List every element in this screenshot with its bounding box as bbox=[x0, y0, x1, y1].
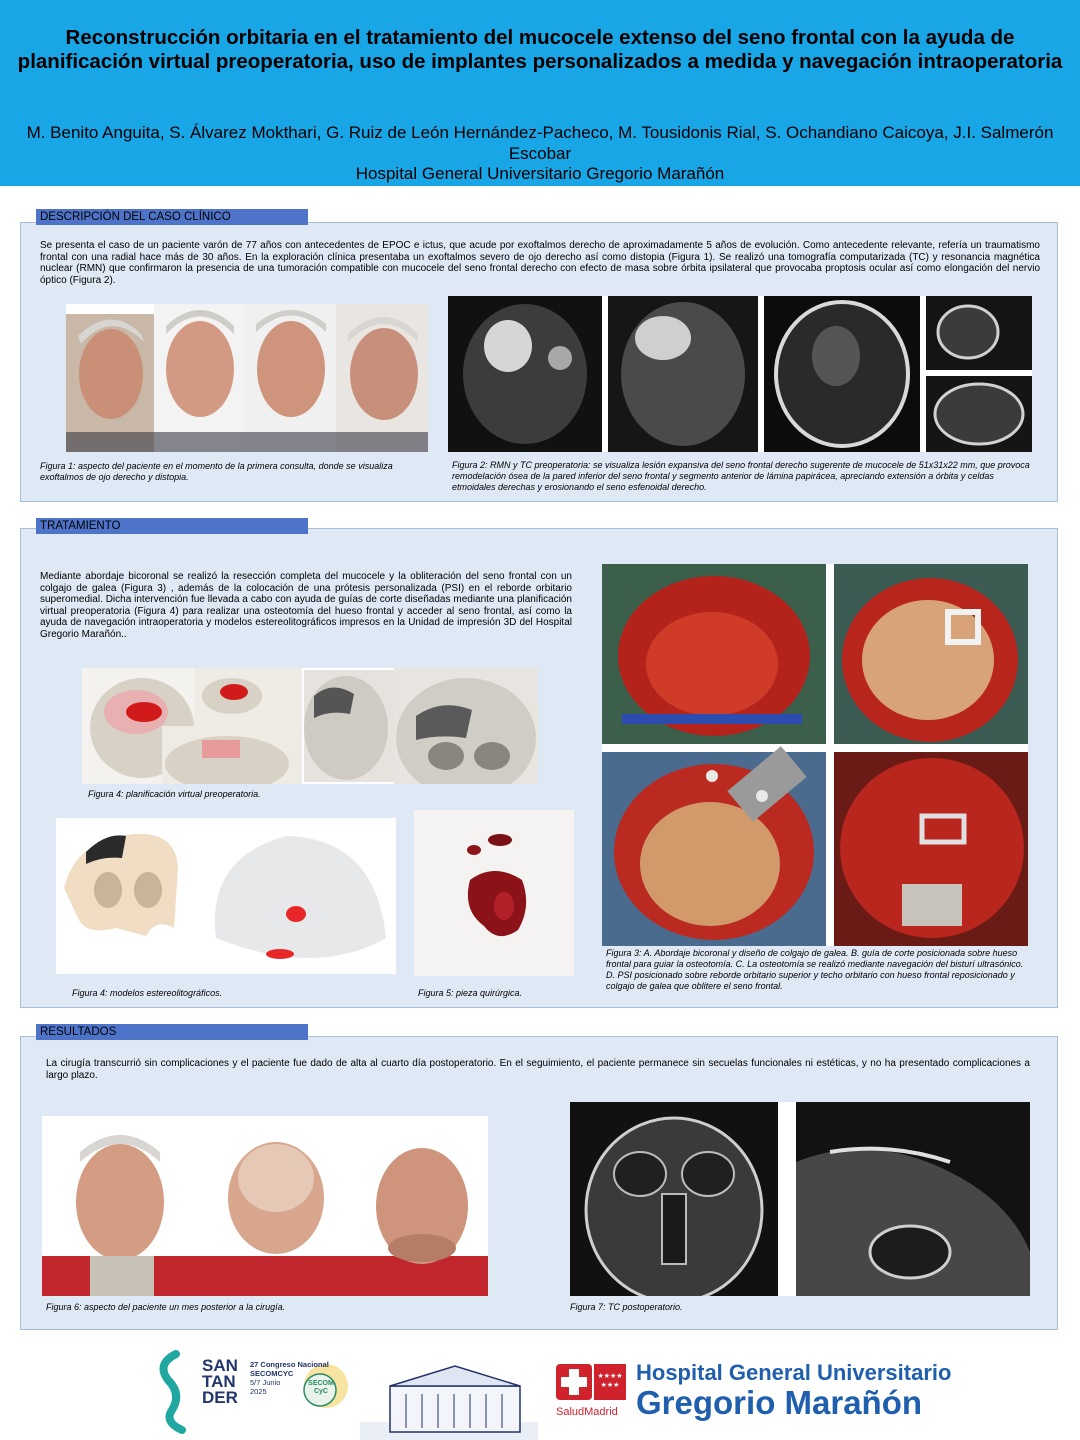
figure-6-postop-patient-photos bbox=[42, 1116, 488, 1296]
poster-institution: Hospital General Universitario Gregorio Marañón bbox=[355, 164, 725, 183]
salud-madrid-label: SaludMadrid bbox=[556, 1406, 618, 1418]
salud-madrid-logo bbox=[556, 1362, 628, 1424]
figure-5-caption: Figura 5: pieza quirúrgica. bbox=[418, 988, 523, 998]
figure-2-caption: Figura 2: RMN y TC preoperatoria: se visualiza lesión expansiva del seno frontal derecho sugerente de mucocele de 51x31x22 mm, que provoca remodelación ósea de la pared inferior del seno frontal y segmento anterior de lámina papirácea, apreciando extensión a órbita y celdas etmoidales derechas y erosionando el seno esfenoidal derecho. bbox=[452, 460, 1030, 492]
secom-badge-line-2: CyC bbox=[313, 1388, 328, 1395]
figure-4-stereolithographic-models bbox=[56, 818, 396, 974]
figure-5-surgical-specimen bbox=[414, 810, 574, 976]
congress-line-1: 27 Congreso Nacional bbox=[250, 1360, 329, 1369]
congress-line-2: SECOMCYC bbox=[250, 1369, 294, 1378]
figure-1-patient-photos bbox=[66, 304, 428, 452]
hospital-name-line-2: Gregorio Marañón bbox=[636, 1384, 923, 1421]
secom-badge bbox=[306, 1380, 336, 1396]
figure-7-caption: Figura 7: TC postoperatorio. bbox=[570, 1302, 683, 1312]
congress-city bbox=[202, 1358, 238, 1406]
figure-7-postop-ct bbox=[570, 1102, 1030, 1296]
salud-madrid-cross-icon bbox=[556, 1364, 592, 1400]
results-text: La cirugía transcurrió sin complicaciones y el paciente fue dado de alta al cuarto día postoperatorio. En el seguimiento, el paciente permanece sin secuelas funcionales ni estéticas, y no ha presentado complicaciones a largo plazo. bbox=[46, 1058, 1030, 1081]
figure-3-caption: Figura 3: A. Abordaje bicoronal y diseño de colgajo de galea. B. guía de corte posicionada sobre hueso frontal para guiar la osteotomía. C. La osteotomía se realizó mediante navegación del bisturí ultrasónico. D. PSI posicionado sobre reborde orbitario superior y techo orbitario con hueso frontal reposicionado y colgajo de galea que oblitere el seno frontal. bbox=[606, 948, 1024, 991]
results-heading: RESULTADOS bbox=[36, 1024, 308, 1040]
poster-authors: M. Benito Anguita, S. Álvarez Mokthari, G. Ruiz de León Hernández-Pacheco, M. Tousidonis Rial, S. Ochandiano Caicoya, J.I. Salmerón Escobar bbox=[26, 123, 1054, 163]
figure-1-caption: Figura 1: aspecto del paciente en el momento de la primera consulta, donde se visualiza exoftalmos de ojo derecho y distopia. bbox=[40, 461, 393, 482]
figure-4b-caption: Figura 4: modelos estereolitográficos. bbox=[72, 988, 223, 998]
congress-city-line-2: TAN bbox=[202, 1372, 236, 1391]
madrid-flag-icon: ★★★★ ★★★ bbox=[594, 1364, 626, 1400]
congress-city-line-1: SAN bbox=[202, 1356, 238, 1375]
figure-4a-caption: Figura 4: planificación virtual preoperatoria. bbox=[88, 789, 261, 799]
case-text: Se presenta el caso de un paciente varón de 77 años con antecedentes de EPOC e ictus, que acude por exoftalmos derecho de aproximadamente 5 años de evolución. Como antecedente relevante, refería un traumatismo frontal con una radial hace más de 30 años. En la exploración clínica presentaba un exoftalmos severo de ojo derecho así como distopia (Figura 1). Se realizó una tomografía computarizada (TC) y resonancia magnética nuclear (RMN) que confirmaron la presencia de una tumoración compatible con mucocele del seno frontal derecho con efecto de masa sobre órbita ipsilateral que provocaba proptosis ocular así como elongación del nervio óptico (Figura 2). bbox=[40, 240, 1040, 286]
figure-6-caption: Figura 6: aspecto del paciente un mes posterior a la cirugía. bbox=[46, 1302, 286, 1312]
congress-banner bbox=[150, 1342, 538, 1440]
case-heading: DESCRIPCIÓN DEL CASO CLÍNICO bbox=[36, 209, 308, 225]
poster-header bbox=[0, 0, 1080, 186]
treatment-text: Mediante abordaje bicoronal se realizó la resección completa del mucocele y la obliteración del seno frontal con un colgajo de galea (Figura 3) , además de la colocación de una prótesis personalizada (PSI) en el reborde orbitario superomedial. Dicha intervención fue llevada a cabo con ayuda de guías de corte diseñadas mediante una planificación virtual preoperatoria (Figura 4) para realizar una osteotomía del hueso frontal y acceder al seno frontal, así como la ayuda de navegación intraoperatoria y modelos estereolitográficos impresos en la Unidad de impresión 3D del Hospital Gregorio Marañón.. bbox=[40, 571, 572, 640]
figure-4-virtual-planning bbox=[82, 668, 538, 784]
secom-badge-line-1: SECOM bbox=[308, 1380, 334, 1387]
congress-year: 2025 bbox=[250, 1387, 267, 1396]
figure-2-mri-ct-images bbox=[448, 296, 1032, 452]
congress-city-line-3: DER bbox=[202, 1388, 238, 1407]
poster-title: Reconstrucción orbitaria en el tratamiento del mucocele extenso del seno frontal con la ayuda de planificación virtual preoperatoria, uso de implantes personalizados a medida y navegación intraoperatoria bbox=[17, 26, 1063, 73]
treatment-heading: TRATAMIENTO bbox=[36, 518, 308, 534]
congress-dates: 5/7 Junio bbox=[250, 1378, 281, 1387]
figure-3-surgery-photos bbox=[602, 564, 1028, 946]
hospital-name-line-1: Hospital General Universitario bbox=[636, 1360, 952, 1385]
